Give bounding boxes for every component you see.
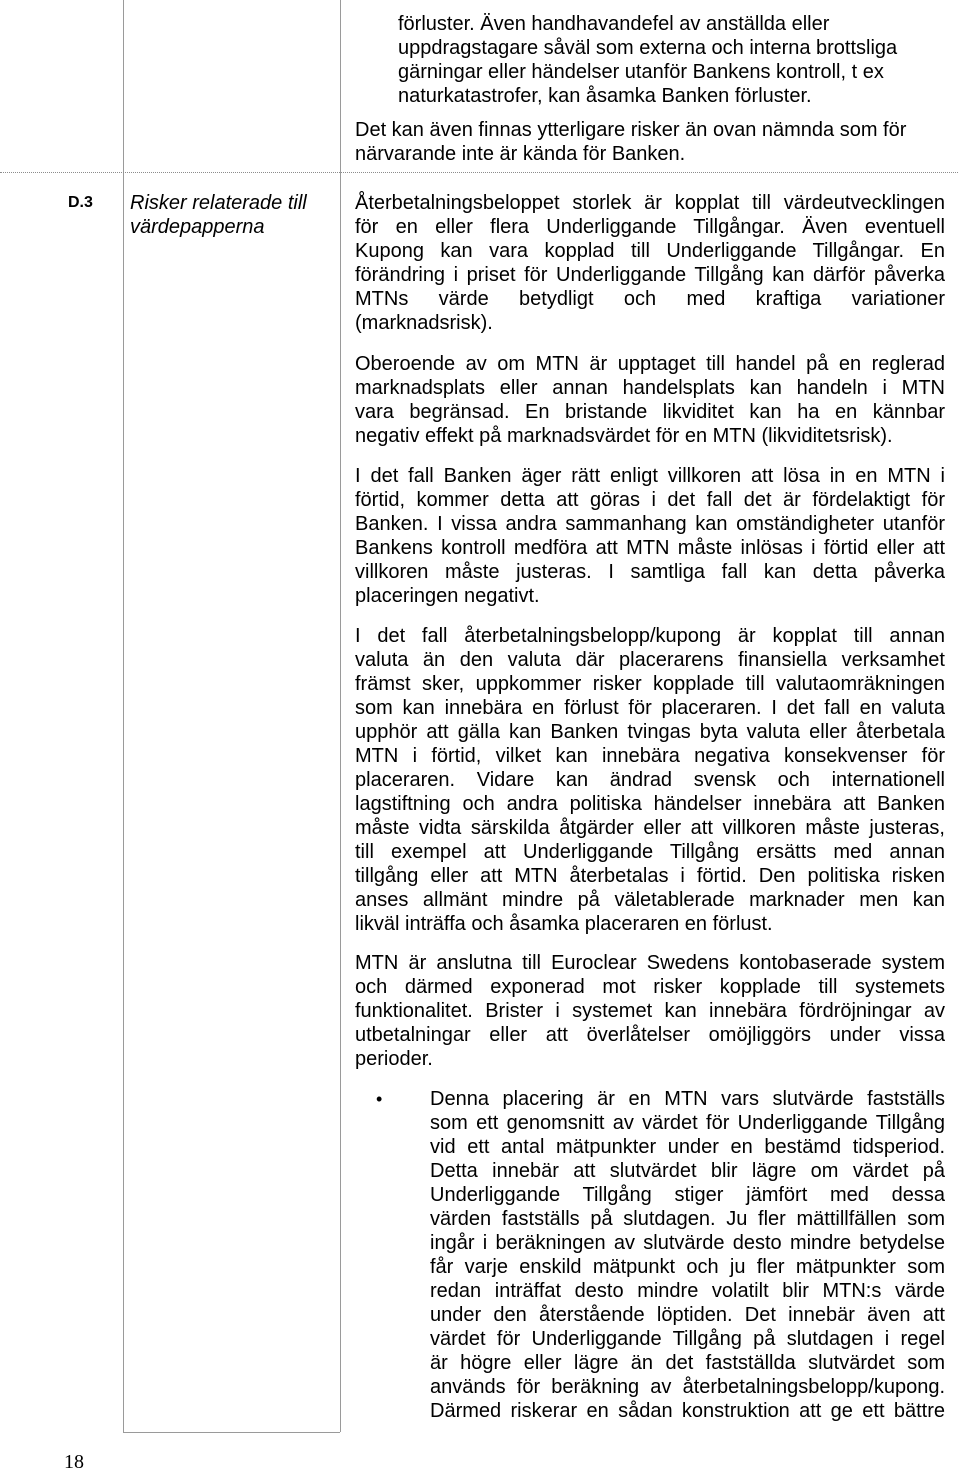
text-line: och därmed exponerad mot risker kopplade till systemets bbox=[355, 976, 945, 998]
text-line: marknadsplats eller annan handelsplats kan handeln i MTN bbox=[355, 377, 945, 399]
text-line: får varje enskild mätpunkt och ju fler mätpunkter som bbox=[430, 1256, 945, 1278]
paragraph-currency-political-risk bbox=[355, 624, 945, 936]
text-line: lagstiftning och andra politiska händelser innebära att Banken bbox=[355, 793, 945, 815]
text-line: perioder. bbox=[355, 1048, 433, 1070]
text-line: anses allmänt mindre på väletablerade marknader men kan bbox=[355, 889, 945, 911]
other-risks-paragraph bbox=[355, 118, 945, 166]
text-line: MTN i förtid, vilket kan innebära negativa konsekvenser för bbox=[355, 745, 945, 767]
text-line: Bankens kontroll medföra att MTN måste inlösas i förtid eller att bbox=[355, 537, 945, 559]
section-heading bbox=[130, 191, 335, 239]
text-line: är högre eller lägre än det fastställda slutvärdet som bbox=[430, 1352, 945, 1374]
text-line: för en eller flera Underliggande Tillgångar. Även eventuell bbox=[355, 216, 945, 238]
text-line: Denna placering är en MTN vars slutvärde fastställs bbox=[430, 1088, 945, 1110]
text-line: förändring i priset för Underliggande Tillgång kan därför påverka bbox=[355, 264, 945, 286]
text-line: placeringen negativt. bbox=[355, 585, 540, 607]
text-line: närvarande inte är kända för Banken. bbox=[355, 143, 686, 165]
text-line: förluster. Även handhavandefel av anställda eller bbox=[398, 13, 830, 35]
text-line: redan inträffat desto mindre volatilt blir MTN:s värde bbox=[430, 1280, 945, 1302]
text-line: MTNs värde betydligt och med kraftiga variationer bbox=[355, 288, 945, 310]
text-line: Därmed riskerar en sådan konstruktion att ge ett bättre bbox=[430, 1400, 945, 1422]
text-line: Det kan även finnas ytterligare risker än ovan nämnda som för bbox=[355, 119, 907, 141]
paragraph-market-risk bbox=[355, 191, 945, 335]
paragraph-early-redemption bbox=[355, 464, 945, 608]
bullet-item-averaging bbox=[430, 1087, 945, 1423]
text-line: ingår i beräkningen av slutvärde desto mindre betydelse bbox=[430, 1232, 945, 1254]
text-line: MTN är anslutna till Euroclear Swedens kontobaserade system bbox=[355, 952, 945, 974]
heading-line: värdepapperna bbox=[130, 216, 265, 238]
text-line: tillgång eller att MTN återbetalas i förtid. Den politiska risken bbox=[355, 865, 945, 887]
heading-line: Risker relaterade till bbox=[130, 192, 307, 214]
text-line: utbetalningar eller att överlåtelser omöjliggörs under vissa bbox=[355, 1024, 945, 1046]
text-line: förtid, kommer detta att göras i det fall det är fördelaktigt för bbox=[355, 489, 945, 511]
text-line: Banken. I vissa andra sammanhang kan omständigheter utanför bbox=[355, 513, 945, 535]
text-line: måste vidta särskilda åtgärder eller att villkoren måste justeras, bbox=[355, 817, 945, 839]
text-line: värden fastställs på slutdagen. Ju fler mättillfällen som bbox=[430, 1208, 945, 1230]
text-line: I det fall återbetalningsbelopp/kupong är kopplat till annan bbox=[355, 625, 945, 647]
bullet-continuation-paragraph bbox=[398, 12, 945, 108]
text-line: som ett genomsnitt av värdet för Underliggande Tillgång bbox=[430, 1112, 945, 1134]
text-line: gärningar eller händelser utanför Bankens kontroll, t ex bbox=[398, 61, 884, 83]
text-line: till exempel att Underliggande Tillgång ersätts med annan bbox=[355, 841, 945, 863]
paragraph-settlement-system bbox=[355, 951, 945, 1071]
text-line: värdet för Underliggande Tillgång på slutdagen i regel bbox=[430, 1328, 945, 1350]
bullet-icon: • bbox=[376, 1089, 383, 1109]
text-line: upphör att gälla kan Banken tvingas byta valuta eller återbetala bbox=[355, 721, 945, 743]
paragraph-liquidity-risk bbox=[355, 352, 945, 448]
text-line: funktionalitet. Brister i systemet kan innebära fördröjningar av bbox=[355, 1000, 945, 1022]
text-line: som kan innebära en förlust för placeraren. I det fall en valuta bbox=[355, 697, 945, 719]
table-column-divider-left bbox=[123, 0, 124, 1432]
table-column-divider-right bbox=[340, 0, 341, 1432]
text-line: uppdragstagare såväl som externa och interna brottsliga bbox=[398, 37, 898, 59]
text-line: likväl inträffa och åsamka placeraren en förlust. bbox=[355, 913, 773, 935]
page-number: 18 bbox=[64, 1451, 84, 1470]
text-line: Underliggande Tillgång stiger jämfört med dessa bbox=[430, 1184, 945, 1206]
text-line: placeraren. Vidare kan ändrad svensk och internationell bbox=[355, 769, 945, 791]
text-line: villkoren måste justeras. I samtliga fall kan detta påverka bbox=[355, 561, 945, 583]
text-line: Detta innebär att slutvärdet blir lägre om värdet på bbox=[430, 1160, 945, 1182]
table-bottom-border bbox=[123, 1432, 340, 1433]
text-line: naturkatastrofer, kan åsamka Banken förluster. bbox=[398, 85, 812, 107]
text-line: I det fall Banken äger rätt enligt villkoren att lösa in en MTN i bbox=[355, 465, 945, 487]
text-line: Oberoende av om MTN är upptaget till handel på en reglerad bbox=[355, 353, 945, 375]
section-code: D.3 bbox=[68, 194, 93, 211]
text-line: valuta än den valuta där placerarens finansiella verksamhet bbox=[355, 649, 945, 671]
text-line: vara begränsad. En bristande likviditet kan ha en kännbar bbox=[355, 401, 945, 423]
text-line: under den återstående löptiden. Det innebär även att bbox=[430, 1304, 945, 1326]
text-line: Kupong kan vara kopplad till Underliggande Tillgångar. En bbox=[355, 240, 945, 262]
text-line: negativ effekt på marknadsvärdet för en MTN (likviditetsrisk). bbox=[355, 425, 893, 447]
table-row-divider bbox=[0, 172, 958, 173]
text-line: Återbetalningsbeloppet storlek är kopplat till värdeutvecklingen bbox=[355, 192, 945, 214]
text-line: används för beräkning av återbetalningsbelopp/kupong. bbox=[430, 1376, 945, 1398]
text-line: (marknadsrisk). bbox=[355, 312, 493, 334]
text-line: vid ett antal mätpunkter under en bestämd tidsperiod. bbox=[430, 1136, 945, 1158]
text-line: främst sker, uppkommer risker kopplade till valutaomräkningen bbox=[355, 673, 945, 695]
